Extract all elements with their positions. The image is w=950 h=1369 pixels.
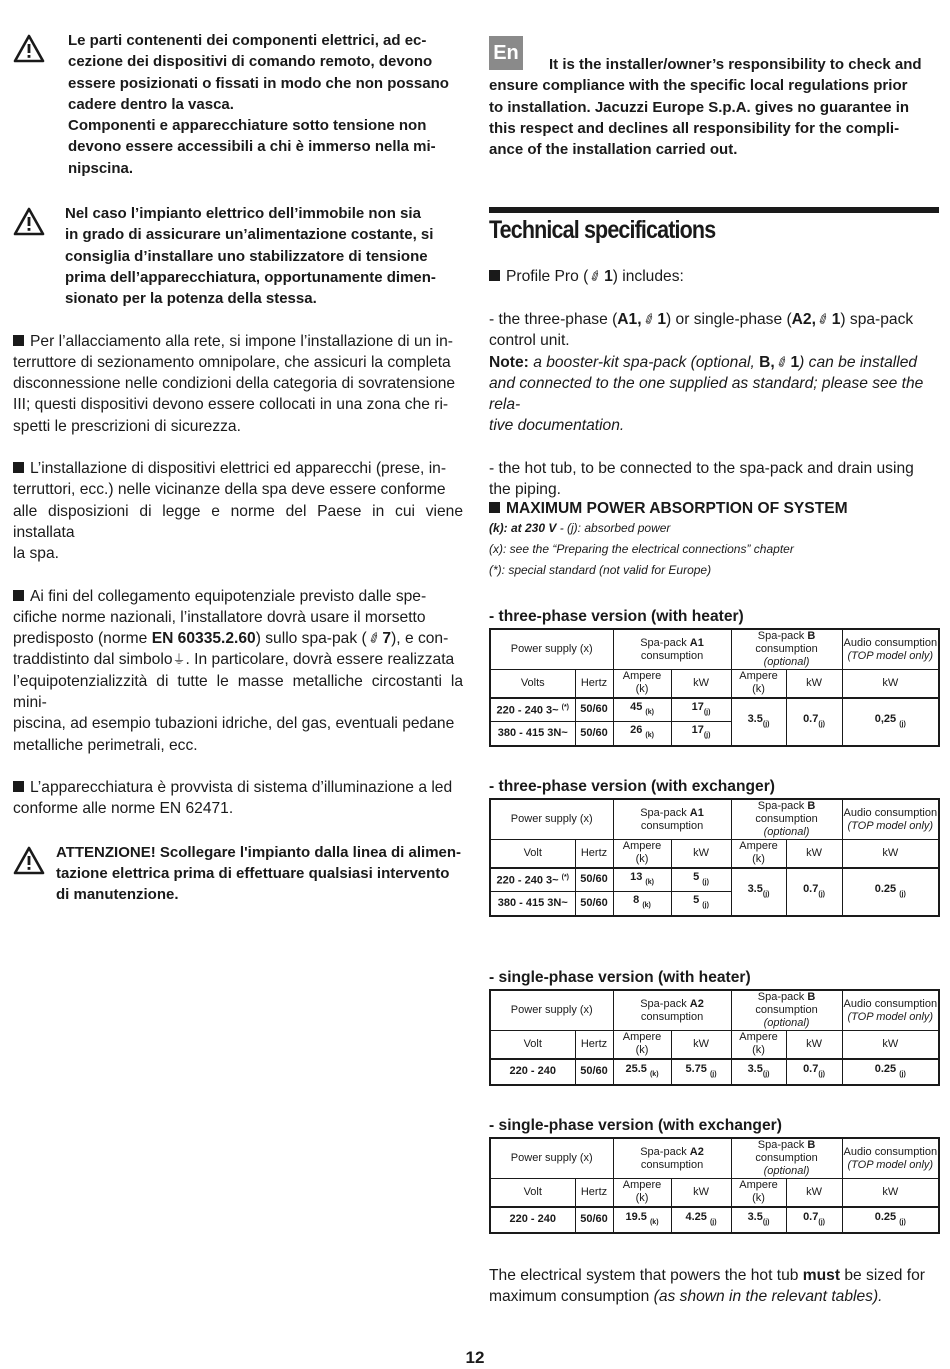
power-supply-header: Power supply (x) [490, 629, 613, 670]
bullet-square-icon [13, 335, 24, 346]
power-supply-header: Power supply (x) [490, 1138, 613, 1179]
kw-header: kW [786, 1031, 842, 1059]
hertz-header: Hertz [575, 670, 613, 698]
pencil-reference-icon: ✐ [773, 351, 792, 372]
volt-cell: 220 - 240 [490, 1207, 575, 1233]
power-supply-header: Power supply (x) [490, 990, 613, 1031]
ampere-cell: 8 $_{(k)}$ [613, 892, 671, 916]
warning-icon [13, 207, 45, 236]
paragraph-led: L’apparecchiatura è provvista di sistema d’illuminazione a led conforme alle norme EN 62471. [13, 778, 453, 818]
hertz-cell: 50/60 [575, 722, 613, 746]
volt-cell: 220 - 240 3~ (*) [490, 698, 575, 722]
b-ampere-cell: $3.5_{(j)}$ [731, 868, 786, 916]
spa-pack-b-header: Spa-pack B consumption (optional) [731, 799, 842, 840]
table-title: - single-phase version (with heater) [489, 969, 751, 986]
hertz-cell: 50/60 [575, 1059, 613, 1085]
language-badge: En [489, 36, 523, 70]
warning-text: ATTENZIONE! Scollegare l'impianto dalla linea di alimen- tazione elettrica prima di effettuare qualsiasi intervento di manutenzione. [56, 843, 462, 904]
pencil-reference-icon: ✐ [587, 266, 605, 286]
max-power-title: MAXIMUM POWER ABSORPTION OF SYSTEM [489, 500, 939, 518]
spa-pack-b-header: Spa-pack B consumption (optional) [731, 629, 842, 670]
warning-icon [13, 34, 45, 63]
warning-text: Nel caso l’impianto elettrico dell’immobile non sia in grado di assicurare un’alimentazione costante, si consiglia d’installare uno stabilizzatore di tensione prima dell’apparecchiatura, opportunamente dimen- sionato per la potenza della stessa. [65, 205, 436, 308]
warning-electrical-parts [13, 30, 463, 179]
paragraph-installation: L’installazione di dispositivi elettrici ed apparecchi (prese, in- terruttori, ecc.) nelle vicinanze della spa deve essere conforme alle disposizioni di legge e norme del Paese in cui viene installata la spa. [13, 460, 463, 563]
ampere-cell: 13 $_{(k)}$ [613, 868, 671, 892]
kw-cell: 5.75 $_{(j)}$ [671, 1059, 731, 1085]
kw-header: kW [671, 1031, 731, 1059]
spa-pack-b-header: Spa-pack B consumption (optional) [731, 990, 842, 1031]
spec-table [489, 798, 940, 917]
spec-table [489, 628, 940, 747]
kw-header: kW [786, 670, 842, 698]
volts-header: Volt [490, 840, 575, 868]
audio-kw-cell: 0.25 $_{(j)}$ [842, 1059, 939, 1085]
legend-star: (*): special standard (not valid for Europe) [489, 563, 712, 577]
page-number: 12 [465, 1348, 485, 1367]
table-three-phase-heater [489, 608, 939, 747]
table-single-phase-heater [489, 969, 939, 1086]
legend-x: (x): see the “Preparing the electrical connections” chapter [489, 542, 794, 556]
volt-cell: 380 - 415 3N~ [490, 892, 575, 916]
b-kw-cell: $0.7_{(j)}$ [786, 1207, 842, 1233]
b-ampere-cell: $3.5_{(j)}$ [731, 698, 786, 746]
ampere-header: Ampere (k) [613, 1179, 671, 1207]
ampere-header: Ampere (k) [613, 840, 671, 868]
kw-header: kW [842, 1031, 939, 1059]
kw-header: kW [842, 670, 939, 698]
audio-kw-cell: 0.25 $_{(j)}$ [842, 868, 939, 916]
spa-pack-a-header: Spa-pack A2 consumption [613, 990, 731, 1031]
bullet-square-icon [13, 781, 24, 792]
bullet-square-icon [489, 270, 500, 281]
ampere-cell: 26 $_{(k)}$ [613, 722, 671, 746]
kw-cell: 5 $_{(j)}$ [671, 868, 731, 892]
hertz-cell: 50/60 [575, 698, 613, 722]
spec-table [489, 989, 940, 1086]
ampere-header: Ampere (k) [613, 670, 671, 698]
ampere-header: Ampere (k) [731, 1179, 786, 1207]
warning-icon [13, 846, 45, 875]
pencil-reference-icon: ✐ [640, 309, 658, 329]
hertz-cell: 50/60 [575, 892, 613, 916]
volts-header: Volts [490, 670, 575, 698]
b-kw-cell: $0.7_{(j)}$ [786, 868, 842, 916]
ampere-cell: 45 $_{(k)}$ [613, 698, 671, 722]
power-supply-header: Power supply (x) [490, 799, 613, 840]
ampere-header: Ampere (k) [731, 840, 786, 868]
bullet-square-icon [13, 590, 24, 601]
kw-header: kW [671, 840, 731, 868]
spa-pack-b-header: Spa-pack B consumption (optional) [731, 1138, 842, 1179]
final-note [489, 1265, 939, 1308]
b-ampere-cell: $3.5_{(j)}$ [731, 1207, 786, 1233]
kw-cell: $17_{(j)}$ [671, 698, 731, 722]
kw-cell: 5 $_{(j)}$ [671, 892, 731, 916]
kw-cell: $17_{(j)}$ [671, 722, 731, 746]
paragraph-equipotential: Ai fini del collegamento equipotenziale previsto dalle spe- cifiche norme nazionali, l’installatore dovrà usare il morsetto predisposto (norme EN 60335.2.60) sullo spa-pak (✐7), e con- traddistinto dal simbolo⏚. In particolare, dovrà essere realizzata l’equipotenzializzità di tutte le masse metalliche circostanti la mini- piscina, ad esempio tubazioni idriche, del gas, eventuali pedane metalliche perimetrali, ecc. [13, 587, 463, 754]
table-title: - three-phase version (with exchanger) [489, 778, 775, 795]
ampere-header: Ampere (k) [731, 670, 786, 698]
includes-list [489, 309, 939, 500]
ampere-header: Ampere (k) [731, 1031, 786, 1059]
right-column [489, 30, 939, 180]
kw-header: kW [671, 1179, 731, 1207]
paragraph-disconnector: Per l’allacciamento alla rete, si impone l’installazione di un in- terruttore di sezionamento omnipolare, che assicuri la completa disconnessione nelle condizioni della categoria di sovratensione III; questi dispositivi devono essere collocati in una zona che ri- spetti le prescrizioni di sicurezza. [13, 332, 456, 435]
left-column [13, 30, 463, 905]
spec-table [489, 1137, 940, 1234]
hertz-header: Hertz [575, 840, 613, 868]
ampere-cell: 25.5 $_{(k)}$ [613, 1059, 671, 1085]
volt-cell: 220 - 240 3~ (*) [490, 868, 575, 892]
volts-header: Volt [490, 1031, 575, 1059]
spa-pack-a-header: Spa-pack A1 consumption [613, 799, 731, 840]
table-three-phase-exchanger [489, 778, 939, 917]
volts-header: Volt [490, 1179, 575, 1207]
volt-cell: 220 - 240 [490, 1059, 575, 1085]
hertz-cell: 50/60 [575, 1207, 613, 1233]
item-hot-tub: - the hot tub, to be connected to the spa-pack and drain using the piping. [489, 459, 914, 499]
audio-kw-cell: 0.25 $_{(j)}$ [842, 1207, 939, 1233]
bullet-square-icon [13, 462, 24, 473]
hertz-header: Hertz [575, 1179, 613, 1207]
bullet-square-icon [489, 502, 500, 513]
kw-header: kW [671, 670, 731, 698]
table-title: - three-phase version (with heater) [489, 608, 744, 625]
table-title: - single-phase version (with exchanger) [489, 1117, 782, 1134]
kw-header: kW [842, 1179, 939, 1207]
kw-header: kW [842, 840, 939, 868]
hertz-header: Hertz [575, 1031, 613, 1059]
audio-kw-cell: 0,25 $_{(j)}$ [842, 698, 939, 746]
max-power-block [489, 500, 939, 581]
ampere-header: Ampere (k) [613, 1031, 671, 1059]
audio-header: Audio consumption (TOP model only) [842, 990, 939, 1031]
kw-header: kW [786, 1179, 842, 1207]
warning-voltage-stabilizer [13, 203, 463, 309]
audio-header: Audio consumption (TOP model only) [842, 799, 939, 840]
b-ampere-cell: $3.5_{(j)}$ [731, 1059, 786, 1085]
item-spa-pack: - the three-phase (A1,✐1) or single-phase (A2,✐1) spa-pack control unit. Note: a booster-kit spa-pack (optional, B,✐1) can be installed and connected to the one supplied as standard; please see the rela- tive documentation. [489, 309, 924, 435]
profile-includes: Profile Pro (✐1) includes: [489, 266, 939, 287]
kw-header: kW [786, 840, 842, 868]
legend-k-j: (k): at 230 V - (j): absorbed power [489, 521, 671, 535]
hertz-cell: 50/60 [575, 868, 613, 892]
b-kw-cell: $0.7_{(j)}$ [786, 698, 842, 746]
table-single-phase-exchanger [489, 1117, 939, 1234]
audio-header: Audio consumption (TOP model only) [842, 1138, 939, 1179]
spa-pack-a-header: Spa-pack A1 consumption [613, 629, 731, 670]
warning-text: Le parti contenenti dei componenti elettrici, ad ec- cezione dei dispositivi di comando remoto, devono essere posizionati o fissati in modo che non possano cadere dentro la vasca. Componenti e apparecchiature sotto tensione non devono essere accessibili a chi è immerso nella mi- nipscina. [68, 32, 449, 177]
spa-pack-a-header: Spa-pack A2 consumption [613, 1138, 731, 1179]
installer-responsibility-text: It is the installer/owner’s responsibility to check and ensure compliance with the specific local regulations prior to installation. Jacuzzi Europe S.p.A. gives no guarantee in this respect and declines all responsibility for the compli- ance of the installation carried out. [489, 56, 922, 159]
kw-cell: 4.25 $_{(j)}$ [671, 1207, 731, 1233]
equipotential-symbol-icon: ⏚ [172, 652, 186, 668]
ampere-cell: 19.5 $_{(k)}$ [613, 1207, 671, 1233]
audio-header: Audio consumption (TOP model only) [842, 629, 939, 670]
b-kw-cell: $0.7_{(j)}$ [786, 1059, 842, 1085]
pencil-reference-icon: ✐ [365, 628, 383, 648]
pencil-reference-icon: ✐ [814, 309, 833, 329]
volt-cell: 380 - 415 3N~ [490, 722, 575, 746]
warning-disconnect [13, 842, 463, 906]
section-title: Technical specifications [489, 216, 716, 244]
section-divider [489, 207, 939, 213]
sizing-note: The electrical system that powers the hot tub must be sized for maximum consumption (as shown in the relevant tables). [489, 1267, 925, 1306]
